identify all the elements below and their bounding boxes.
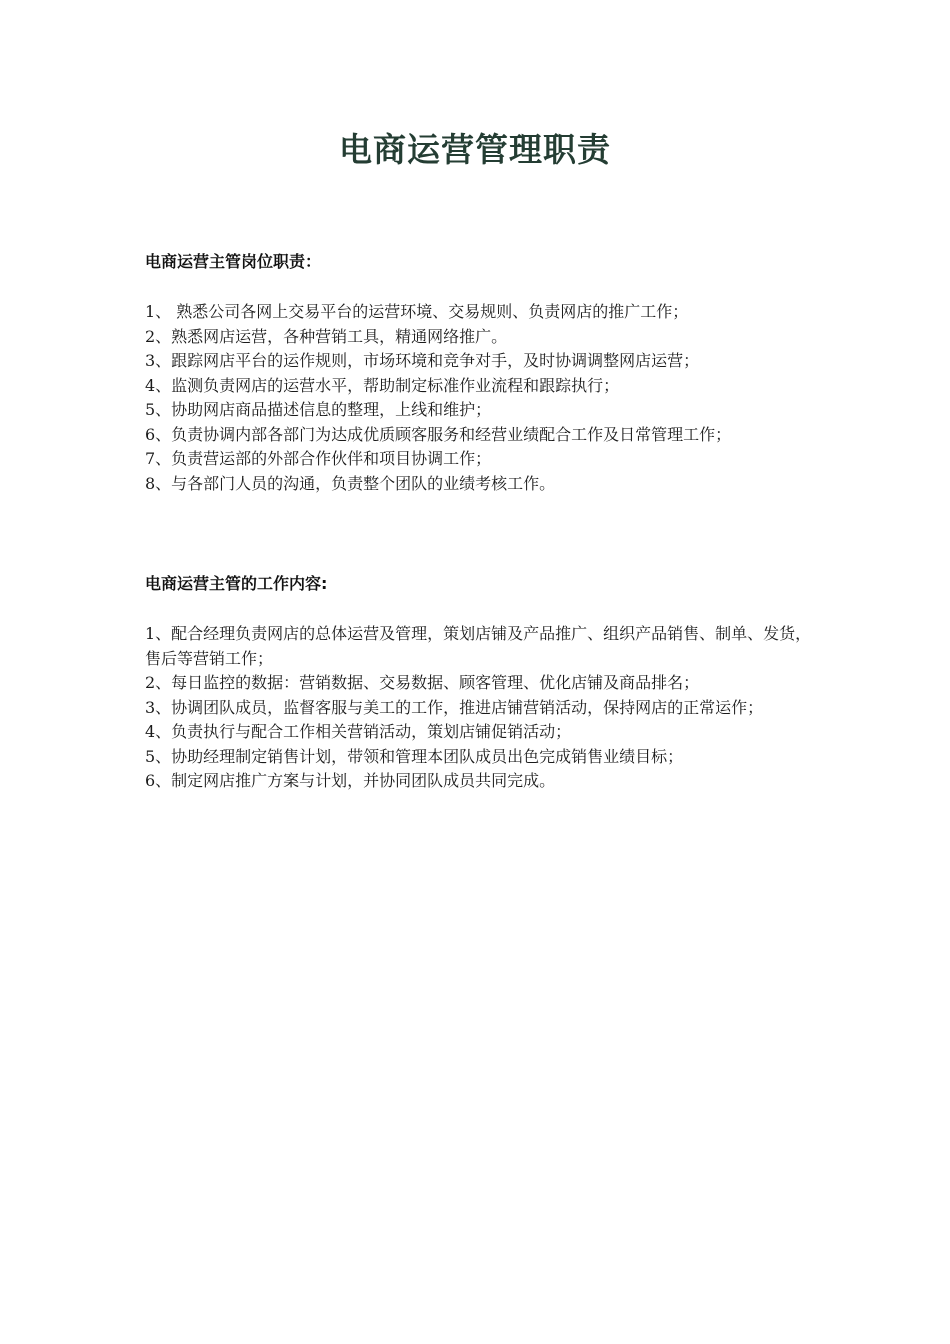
list-item: 6、制定网店推广方案与计划，并协同团队成员共同完成。 <box>145 771 556 790</box>
list-item: 2、熟悉网店运营，各种营销工具，精通网络推广。 <box>145 326 508 346</box>
list-item: 6、负责协调内部各部门为达成优质顾客服务和经营业绩配合工作及日常管理工作； <box>145 424 732 444</box>
section-work-content <box>145 572 815 794</box>
list-item: 5、协助网店商品描述信息的整理，上线和维护； <box>145 400 492 419</box>
document-title: 电商运营管理职责 <box>339 130 611 169</box>
list-item: 5、协助经理制定销售计划，带领和管理本团队成员出色完成销售业绩目标； <box>145 746 684 766</box>
list-item: 4、监测负责网店的运营水平，帮助制定标准作业流程和跟踪执行； <box>145 375 620 395</box>
list-item: 8、与各部门人员的沟通，负责整个团队的业绩考核工作。 <box>145 473 556 493</box>
list-item: 3、协调团队成员，监督客服与美工的工作，推进店铺营销活动，保持网店的正常运作； <box>145 697 764 717</box>
list-item: 7、负责营运部的外部合作伙伴和项目协调工作； <box>145 449 492 468</box>
list-item: 3、跟踪网店平台的运作规则，市场环境和竞争对手，及时协调调整网店运营； <box>145 351 700 370</box>
section-job-duties <box>145 250 815 496</box>
section-heading-work-content: 电商运营主管的工作内容: <box>145 574 328 593</box>
section-heading-job-duties: 电商运营主管岗位职责： <box>145 252 322 271</box>
list-item: 1、 熟悉公司各网上交易平台的运营环境、交易规则、负责网店的推广工作； <box>145 302 689 321</box>
job-duties-list <box>145 300 815 496</box>
list-item: 2、每日监控的数据：营销数据、交易数据、顾客管理、优化店铺及商品排名； <box>145 673 700 692</box>
list-item: 1、配合经理负责网店的总体运营及管理，策划店铺及产品推广、组织产品销售、制单、发货，售后等营销工作； <box>145 624 812 668</box>
work-content-list <box>145 622 815 794</box>
list-item: 4、负责执行与配合工作相关营销活动，策划店铺促销活动； <box>145 722 572 741</box>
